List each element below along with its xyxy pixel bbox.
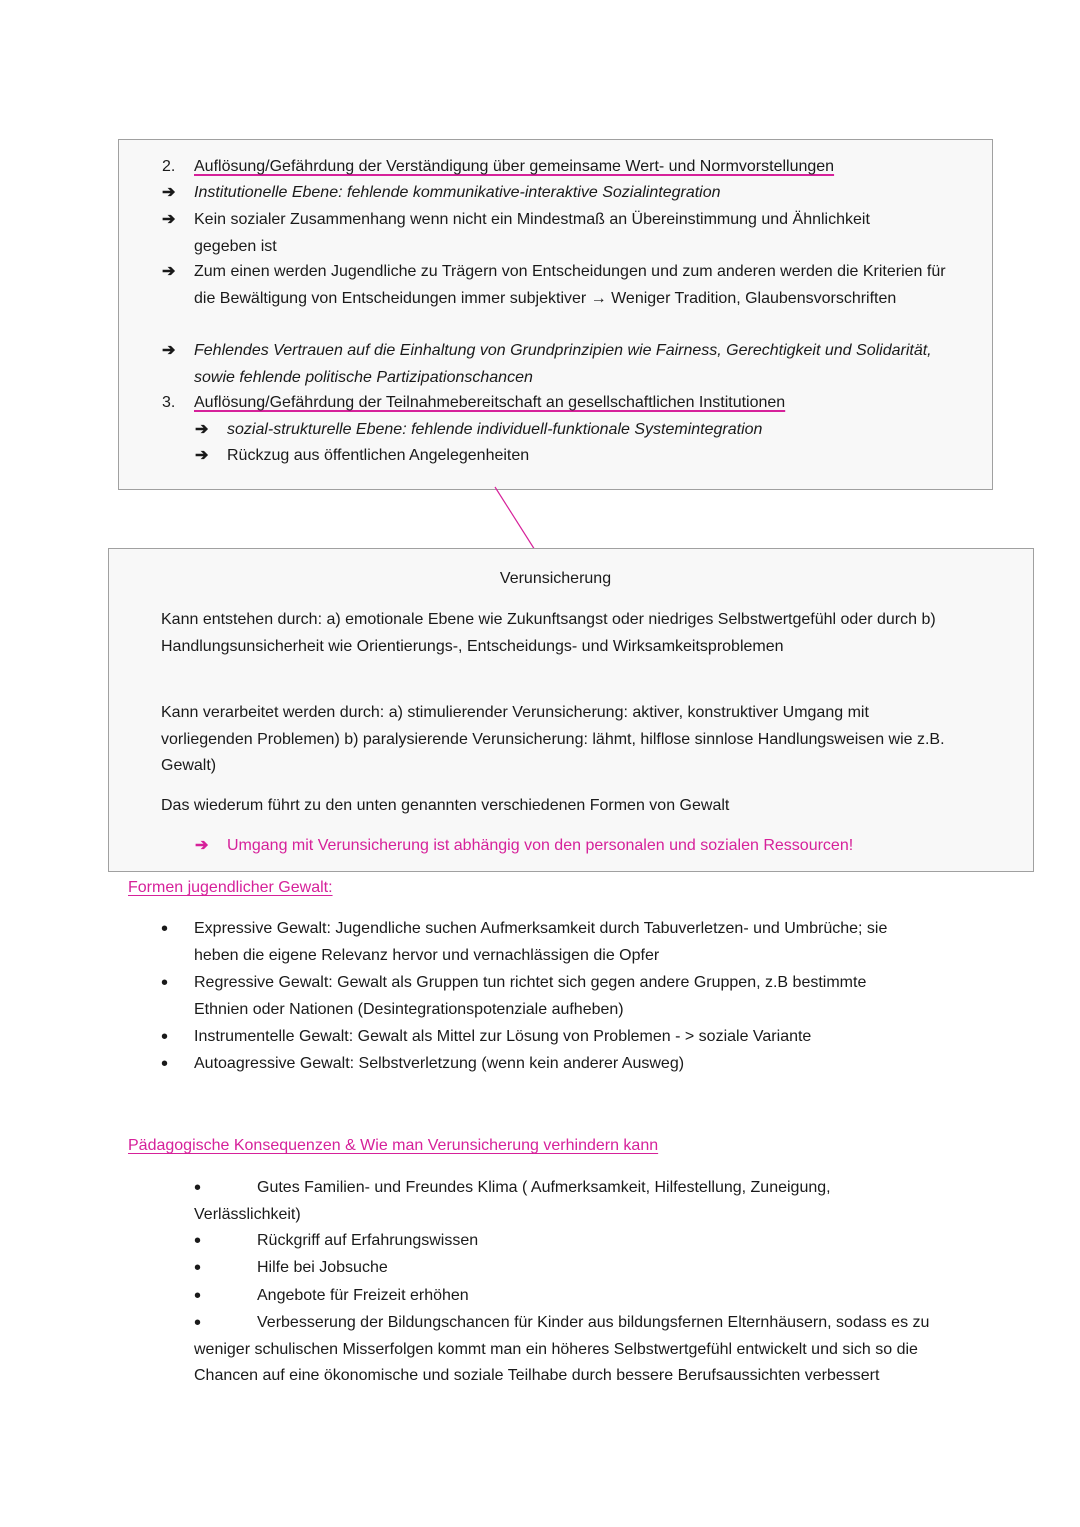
list-number: 3. <box>162 394 176 411</box>
list-item: Autoagressive Gewalt: Selbstverletzung (wenn kein anderer Ausweg) <box>194 1055 685 1072</box>
bullet-icon: • <box>194 1230 202 1252</box>
bullet-icon: • <box>194 1177 202 1199</box>
list-item-heading: Auflösung/Gefährdung der Verständigung über gemeinsame Wert- und Normvorstellungen <box>194 158 835 175</box>
highlight-text: Umgang mit Verunsicherung ist abhängig von den personalen und sozialen Ressourcen! <box>227 837 854 854</box>
bullet-icon: • <box>161 1026 169 1048</box>
list-item: Institutionelle Ebene: fehlende kommunikative-interaktive Sozialintegration <box>194 184 721 201</box>
list-item: Expressive Gewalt: Jugendliche suchen Aufmerksamkeit durch Tabuverletzen- und Umbrüche; sie heben die eigene Relevanz hervor und vernachlässigen die Opfer <box>194 920 888 964</box>
bullet-icon: • <box>161 918 169 940</box>
list-item: Rückgriff auf Erfahrungswissen <box>257 1232 479 1249</box>
arrow-icon: ➔ <box>195 447 209 464</box>
arrow-icon: ➔ <box>195 837 209 854</box>
arrow-icon: ➔ <box>162 263 176 280</box>
paragraph-processing: Kann verarbeitet werden durch: a) stimulierender Verunsicherung: aktiver, konstruktiver Umgang mit vorliegenden Problemen) b) paralysierende Verunsicherung: lähmt, hilflose sinnlose Handlungsweisen wie z.B. Gewalt) <box>161 704 945 774</box>
list-item: Rückzug aus öffentlichen Angelegenheiten <box>227 447 530 464</box>
list-item: Fehlendes Vertrauen auf die Einhaltung von Grundprinzipien wie Fairness, Gerechtigkeit und Solidarität, sowie fehlende politische Partizipationschancen <box>194 342 932 386</box>
bullet-icon: • <box>161 1053 169 1075</box>
list-item-heading: Auflösung/Gefährdung der Teilnahmebereitschaft an gesellschaftlichen Institutionen <box>194 394 786 411</box>
list-item: Hilfe bei Jobsuche <box>257 1259 388 1276</box>
section-heading-forms: Formen jugendlicher Gewalt: <box>128 879 333 896</box>
arrow-icon: ➔ <box>162 211 176 228</box>
paragraph-origin: Kann entstehen durch: a) emotionale Ebene wie Zukunftsangst oder niedriges Selbstwertgefühl oder durch b) Handlungsunsicherheit wie Orientierungs-, Entscheidungs- und Wirksamkeitsproblemen <box>161 611 936 655</box>
list-number: 2. <box>162 158 176 175</box>
list-item: Verbesserung der Bildungschancen für Kinder aus bildungsfernen Elternhäusern, sodass es zu weniger schulischen Misserfolgen kommt man ein höheres Selbstwertgefühl entwickelt und sich so die Chancen auf eine ökonomische und soziale Teilhabe durch bessere Berufsaussichten verbessert <box>194 1314 930 1384</box>
bullet-icon: • <box>194 1312 202 1334</box>
list-item: Gutes Familien- und Freundes Klima ( Aufmerksamkeit, Hilfestellung, Zuneigung, Verlässlichkeit) <box>194 1179 831 1223</box>
arrow-icon: ➔ <box>162 184 176 201</box>
paragraph-consequence: Das wiederum führt zu den unten genannten verschiedenen Formen von Gewalt <box>161 797 730 814</box>
list-item: sozial-strukturelle Ebene: fehlende individuell-funktionale Systemintegration <box>227 421 763 438</box>
list-item: Instrumentelle Gewalt: Gewalt als Mittel zur Lösung von Problemen - > soziale Variante <box>194 1028 812 1045</box>
bullet-icon: • <box>161 972 169 994</box>
section-heading-consequences: Pädagogische Konsequenzen & Wie man Verunsicherung verhindern kann <box>128 1137 659 1154</box>
list-item: Angebote für Freizeit erhöhen <box>257 1287 469 1304</box>
list-item: Regressive Gewalt: Gewalt als Gruppen tun richtet sich gegen andere Gruppen, z.B bestimmte Ethnien oder Nationen (Desintegrationspotenziale aufheben) <box>194 974 867 1018</box>
list-item: Kein sozialer Zusammenhang wenn nicht ein Mindestmaß an Übereinstimmung und Ähnlichkeit gegeben ist <box>194 211 870 255</box>
bullet-icon: • <box>194 1257 202 1279</box>
arrow-icon: ➔ <box>195 421 209 438</box>
bullet-icon: • <box>194 1285 202 1307</box>
box-title: Verunsicherung <box>499 570 612 587</box>
list-item: Zum einen werden Jugendliche zu Trägern von Entscheidungen und zum anderen werden die Kriterien für die Bewältigung von Entscheidungen immer subjektiver → Weniger Tradition, Glaubensvorschriften <box>194 263 946 307</box>
arrow-icon: ➔ <box>162 342 176 359</box>
connector-arrow-icon <box>0 0 1080 600</box>
